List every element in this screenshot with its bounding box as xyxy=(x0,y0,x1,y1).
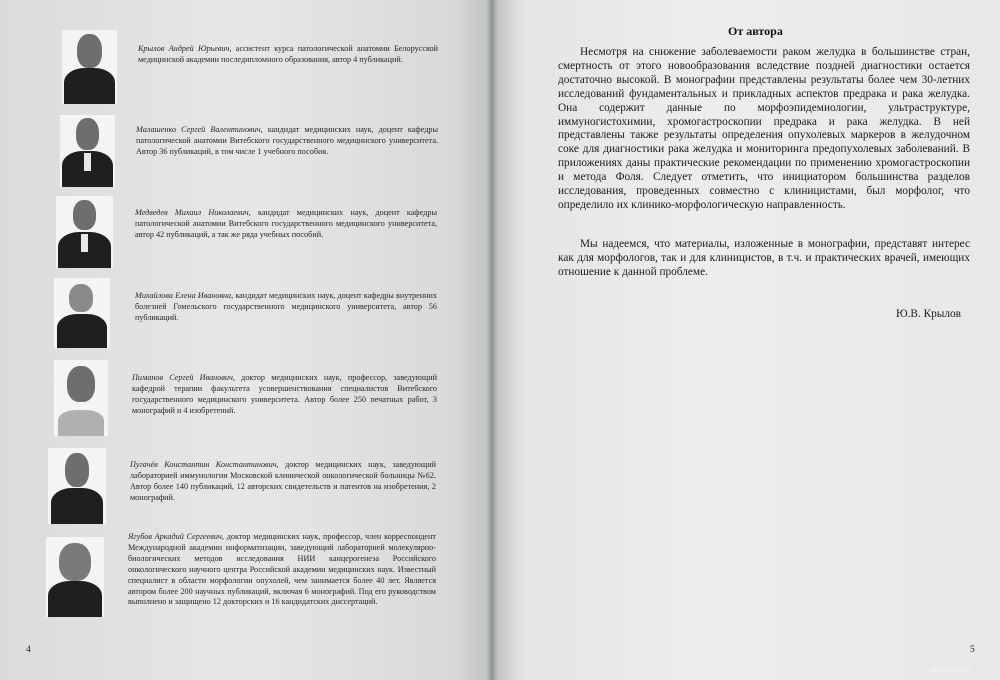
author-bio: Малашенко Сергей Валентинович, кандидат медицинских наук, доцент кафедры патологической анатомии Витебского государственного медицинского университета. Автор 36 публикаций, в том числе 1 учебного пособия. xyxy=(136,125,439,156)
book-gutter xyxy=(486,0,498,680)
signature: Ю.В. Крылов xyxy=(896,308,962,320)
author-bio: Пугачёв Константин Константинович, доктор медицинских наук, заведующий лабораторией иммунологии Московской клинической онкологической больницы №62. Автор более 140 публикаций, 12 авторских свидетельств и патентов на изобретения, 2 монографий. xyxy=(130,460,436,502)
author-bio: Пиманов Сергей Иванович, доктор медицинских наук, профессор, заведующий кафедрой терапии факультета усовершенствования специалистов Витебского государственного медицинского университета. Автор более 250 печатных работ, 3 монографий и 4 изобретений. xyxy=(132,373,437,415)
author-photo xyxy=(54,360,108,436)
page-number-left: 4 xyxy=(26,645,31,655)
author-bio: Ягубов Аркадий Сергеевич, доктор медицинских наук, профессор, член корреспондент Международной академии информатизации, заведующий лабораторией молекулярно-биологических методов исследования НИИ канцерогенеза Российского онкологического научного центра Российской академии медицинских наук. Известный специалист в области морфологии опухолей, чем занимается более 40 лет. Является автором более 200 научных публикаций, включая 6 монографий. Под его руководством выполнено и защищено 12 докторских и 16 кандидатских диссертаций. xyxy=(128,532,436,607)
author-photo xyxy=(56,196,113,268)
author-photo xyxy=(62,30,117,104)
body-paragraph: Мы надеемся, что материалы, изложенные в монографии, представят интерес как для морфологов, так и для клиницистов, в т.ч. и практических врачей, имеющих отношение к данной проблеме. xyxy=(558,238,970,278)
author-photo xyxy=(60,115,115,187)
section-title: От автора xyxy=(728,24,783,38)
author-photo xyxy=(54,278,110,348)
author-photo xyxy=(48,448,106,524)
body-paragraph: Несмотря на снижение заболеваемости раком желудка в большинстве стран, смертность от этого новообразования вследствие поздней диагностики остается достаточно высокой. В монографии представлены результаты более чем 30-летних исследований фундаментальных и прикладных аспектов предрака и рака желудка. Она содержит данные по морфоэпидемиологии, ультраструктуре, иммуногистохимии, хромогастроскопии предрака и рака желудка. В ней представлены также результаты определения опухолевых маркеров в желудочном соке для диагностики рака желудка и мониторинга предопухолевых заболеваний. В приложениях даны практические рекомендации по применению хромогастроскопии и метода Фоля. Следует отметить, что инициатором большинства разделов исследования, проведенных совместно с клиницистами, был морфолог, что определило их клинико-морфологическую направленность. xyxy=(558,46,970,211)
author-bio: Крылов Андрей Юрьевич, ассистент курса патологической анатомии Белорусской медицинской академии последипломного образования, автор 4 публикаций. xyxy=(138,44,438,64)
author-bio: Медведев Михаил Николаевич, кандидат медицинских наук, доцент кафедры патологической анатомии Витебского государственного медицинского университета, автор 42 публикаций, а так же ряда учебных пособий. xyxy=(135,208,437,239)
page-number-right: 5 xyxy=(970,645,975,655)
watermark: www.ay.by xyxy=(930,664,973,674)
author-photo xyxy=(46,537,104,617)
author-bio: Михайлова Елена Ивановна, кандидат медицинских наук, доцент кафедры внутренних болезней Гомельского государственного медицинского университета, автор 56 публикаций. xyxy=(135,291,437,322)
